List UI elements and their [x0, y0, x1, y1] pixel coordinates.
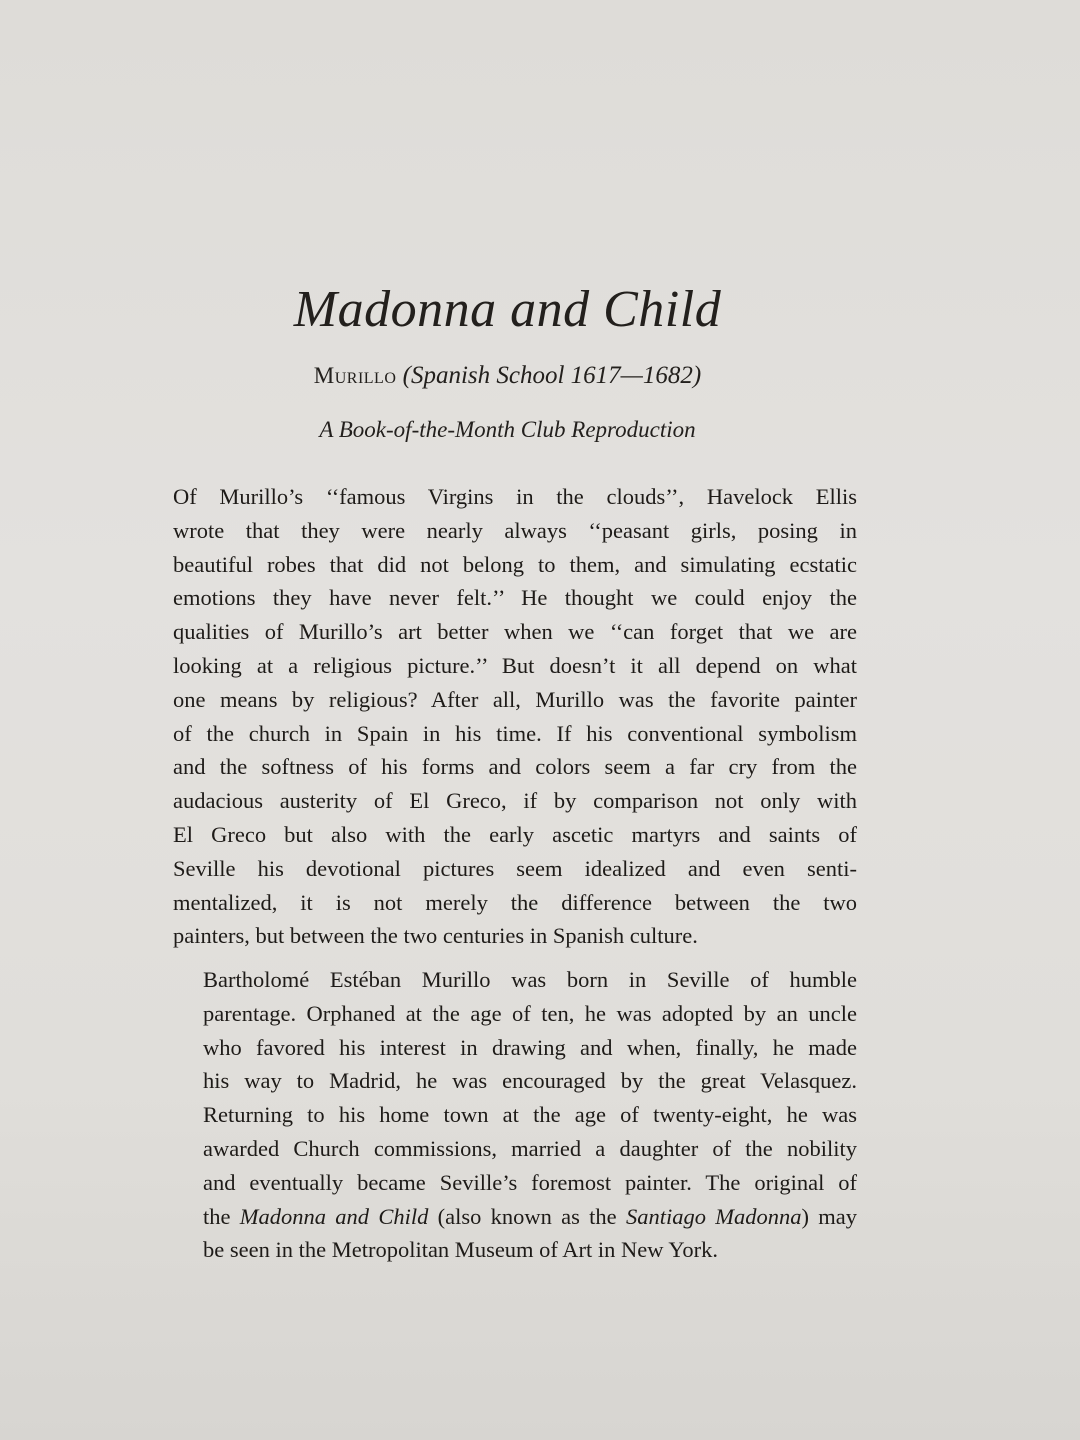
page-title: Madonna and Child — [293, 281, 722, 338]
paragraph-line: El Greco but also with the early ascetic martyrs and saints of — [173, 821, 857, 847]
paragraph-line: painters, but between the two centuries in Spanish culture. — [173, 923, 698, 949]
paragraph-line: parentage. Orphaned at the age of ten, he was adopted by an uncle — [203, 1000, 857, 1026]
line-text: ) may — [801, 1203, 857, 1229]
paragraph-line: awarded Church commissions, married a daughter of the nobility — [203, 1135, 857, 1161]
paragraph-line: audacious austerity of El Greco, if by comparison not only with — [173, 788, 857, 814]
paragraph-line: Of Murillo’s ‘‘famous Virgins in the clouds’’, Havelock Ellis — [173, 484, 857, 509]
paragraph-line: beautiful robes that did not belong to them, and simulating ecstatic — [173, 551, 857, 577]
reproduction-credit: A Book-of-the-Month Club Reproduction — [319, 417, 696, 442]
artwork-alt-title: Santiago Madonna — [625, 1203, 802, 1229]
paragraph-line: his way to Madrid, he was encouraged by the great Velasquez. — [203, 1068, 857, 1094]
paragraph-line: qualities of Murillo’s art better when we ‘‘can forget that we are — [173, 619, 857, 645]
paragraph-line: be seen in the Metropolitan Museum of Art in New York. — [203, 1237, 718, 1263]
artwork-title: Madonna and Child — [239, 1203, 429, 1229]
line-text: the — [203, 1203, 240, 1229]
paragraph-line: Seville his devotional pictures seem idealized and even senti- — [173, 855, 857, 881]
paragraph-line: Returning to his home town at the age of twenty-eight, he was — [203, 1102, 857, 1128]
paragraph-1 — [173, 480, 857, 953]
paragraph-line-with-titles — [173, 1200, 857, 1234]
paragraph-line: and the softness of his forms and colors seem a far cry from the — [173, 754, 857, 780]
paragraph-line: emotions they have never felt.’’ He thought we could enjoy the — [173, 585, 857, 611]
paragraph-line: of the church in Spain in his time. If his conventional symbolism — [173, 720, 857, 746]
paragraph-line: looking at a religious picture.’’ But doesn’t it all depend on what — [173, 652, 857, 678]
artist-name: Murillo — [313, 363, 397, 388]
line-text: (also known as the — [428, 1203, 626, 1229]
paragraph-line: Bartholomé Estéban Murillo was born in Seville of humble — [203, 967, 857, 992]
paragraph-line: one means by religious? After all, Murillo was the favorite painter — [173, 686, 857, 712]
paragraph-line: wrote that they were nearly always ‘‘peasant girls, posing in — [173, 517, 857, 543]
paragraph-line: and eventually became Seville’s foremost painter. The original of — [203, 1169, 857, 1195]
paragraph-line: mentalized, it is not merely the difference between the two — [173, 889, 857, 915]
paragraph-2 — [173, 963, 857, 1267]
paragraph-line: who favored his interest in drawing and when, finally, he made — [203, 1034, 857, 1060]
artist-school: (Spanish School 1617—1682) — [402, 362, 702, 389]
artist-line — [0, 362, 1015, 390]
